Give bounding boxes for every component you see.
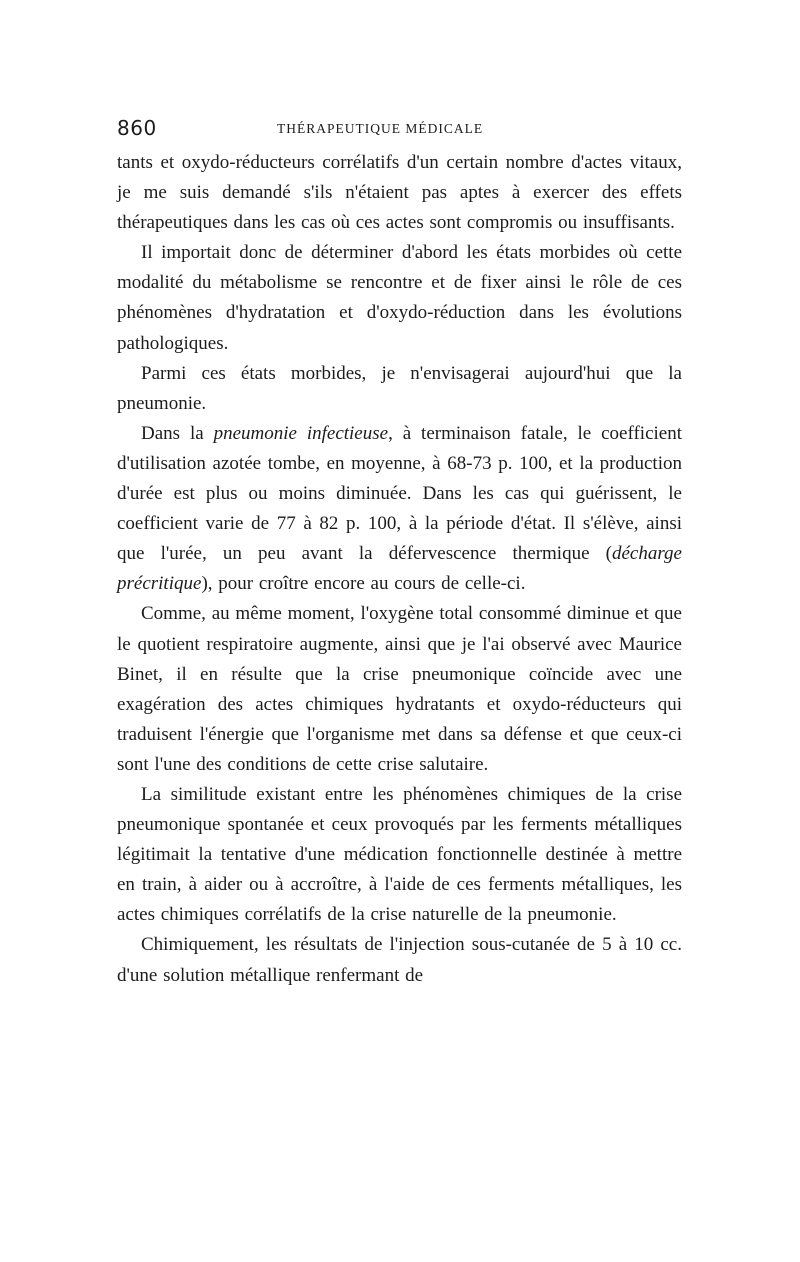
- page-number: 860: [117, 116, 157, 140]
- italic-term: décharge précritique: [117, 543, 682, 595]
- paragraph: Parmi ces états morbides, je n'envisagerai aujourd'hui que la pneumonie.: [117, 362, 682, 414]
- paragraph: Il importait donc de déterminer d'abord les états morbides où cette modalité du métabolisme se rencontre et de fixer ainsi le rôle de ces phénomènes d'hydratation et d'oxydo-réduction dans les évolutions pathologiques.: [117, 242, 682, 354]
- text-run: ), pour croître encore au cours de celle-ci.: [201, 573, 526, 595]
- paragraph: Chimiquement, les résultats de l'injection sous-cutanée de 5 à 10 cc. d'une solution métallique renfermant de: [117, 934, 682, 986]
- running-title: THÉRAPEUTIQUE MÉDICALE: [277, 121, 484, 136]
- paragraph-continued: tants et oxydo-réducteurs corrélatifs d'un certain nombre d'actes vitaux, je me suis demandé s'ils n'étaient pas aptes à exercer des effets thérapeutiques dans les cas où ces actes sont compromis ou insuffisants.: [117, 152, 682, 234]
- text-run: Dans la: [141, 422, 214, 444]
- book-page: [117, 116, 682, 991]
- paragraph-pneumonia: [117, 419, 682, 600]
- italic-term: pneumonie infectieuse: [213, 422, 389, 444]
- text-run: , à terminaison fatale, le coefficient d'utilisation azotée tombe, en moyenne, à 68-73 p. 100, et la production d'urée est plus ou moins diminuée. Dans les cas qui guérissent, le coefficient varie de 77 à 82 p. 100, à la période d'état. Il s'élève, ainsi que l'urée, un peu avant la défervescence thermique (: [117, 422, 682, 565]
- paragraph: Comme, au même moment, l'oxygène total consommé diminue et que le quotient respiratoire augmente, ainsi que je l'ai observé avec Maurice Binet, il en résulte que la crise pneumonique coïncide avec une exagération des actes chimiques hydratants et oxydo-réducteurs qui traduisent l'énergie que l'organisme met dans sa défense et que ceux-ci sont l'une des conditions de cette crise salutaire.: [117, 603, 682, 775]
- running-header: [117, 116, 682, 144]
- body-text: [117, 148, 682, 991]
- paragraph: La similitude existant entre les phénomènes chimiques de la crise pneumonique spontanée et ceux provoqués par les ferments métalliques légitimait la tentative d'une médication fonctionnelle destinée à mettre en train, à aider ou à accroître, à l'aide de ces ferments métalliques, les actes chimiques corrélatifs de la crise naturelle de la pneumonie.: [117, 783, 682, 926]
